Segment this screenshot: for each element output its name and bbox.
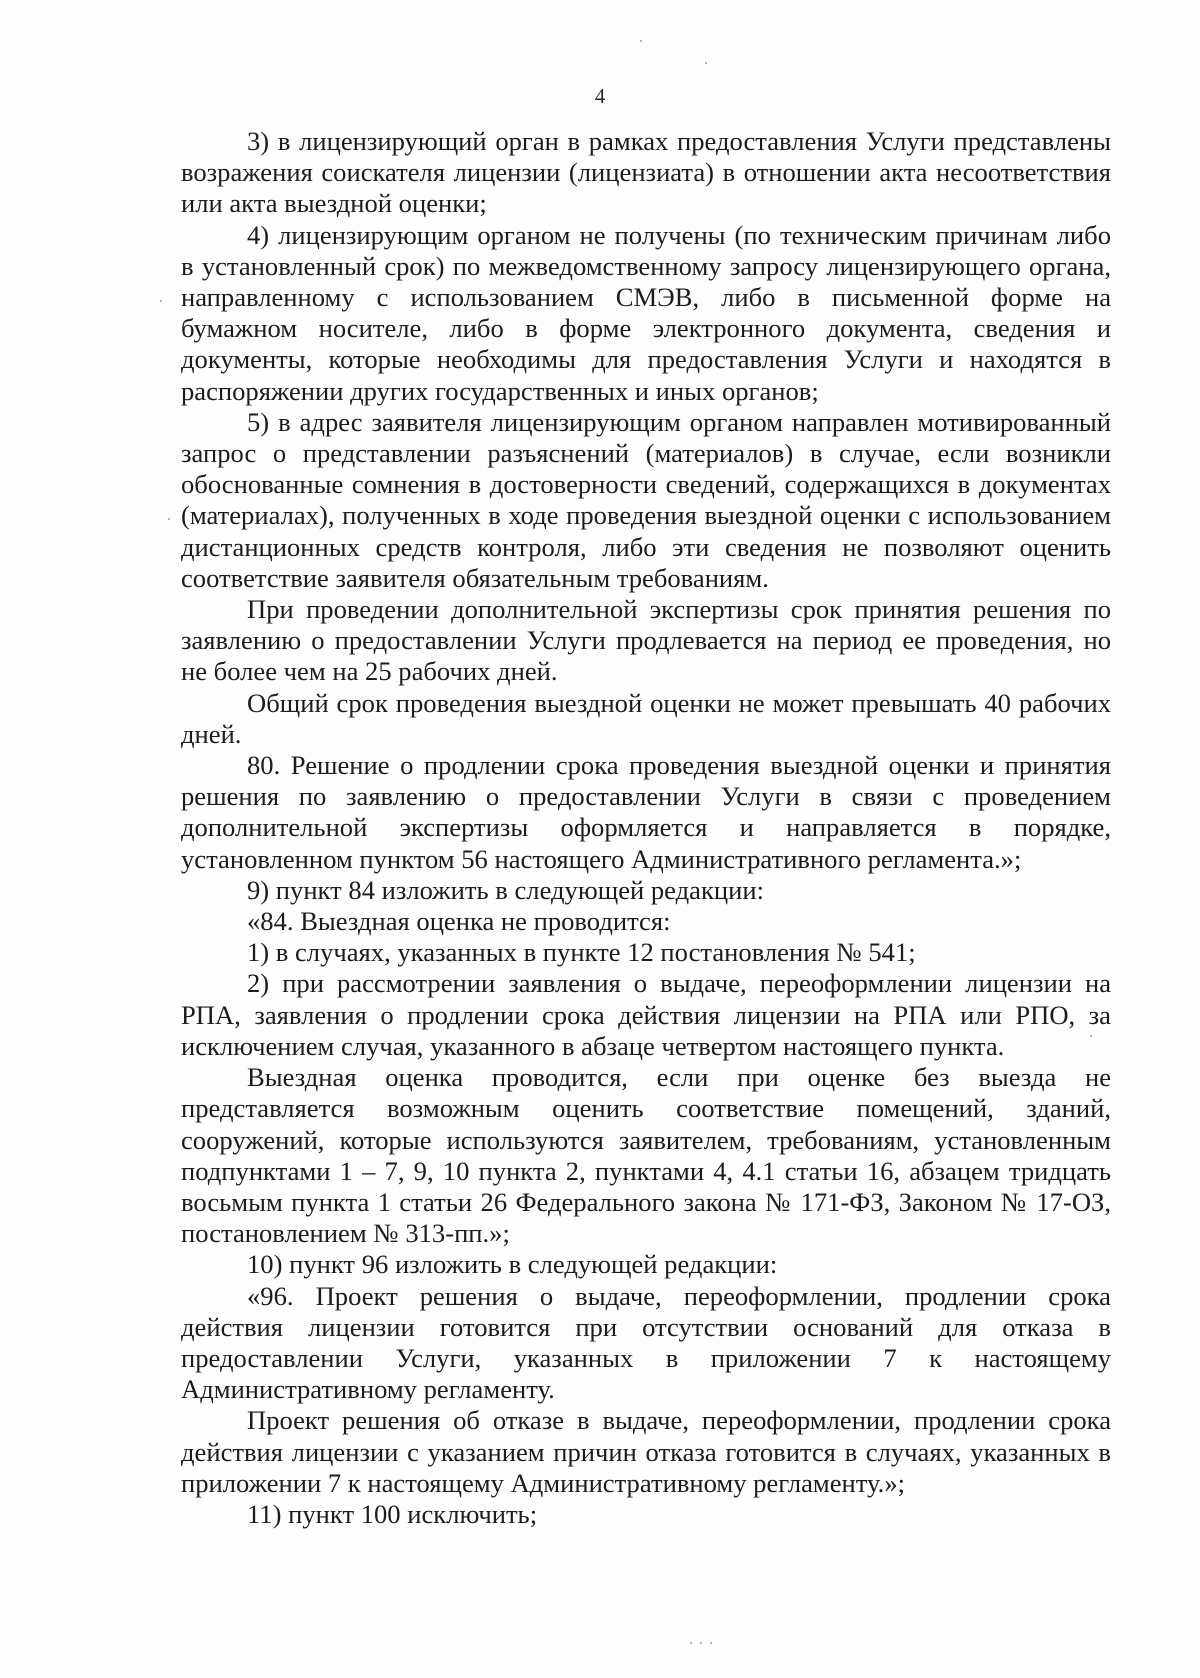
paragraph-clause-84-item-1: 1) в случаях, указанных в пункте 12 постановления № 541; [247,937,916,968]
paragraph-clause-84-heading: «84. Выездная оценка не проводится: [247,906,671,937]
paragraph-item-3-objections: 3) в лицензирующий орган в рамках предоставления Услуги представлены возражения соискателя лицензии (лицензиата) в отношении акта несоответствия или акта выездной оценки; [181,126,1111,219]
paragraph-clause-96-refusal: Проект решения об отказе в выдаче, переоформлении, продлении срока действия лицензии с указанием причин отказа готовится в случаях, указанных в приложении 7 к настоящему Административному регламенту.»; [181,1405,1111,1498]
scan-speck [705,62,707,64]
paragraph-total-term: Общий срок проведения выездной оценки не может превышать 40 рабочих дней. [181,687,1111,749]
page-number: 4 [594,84,606,108]
paragraph-exclude-clause-100: 11) пункт 100 исключить; [247,1498,538,1529]
paragraph-additional-expertise-term: При проведении дополнительной экспертизы срок принятия решения по заявлению о предоставлении Услуги продлевается на период ее проведения, но не более чем на 25 рабочих дней. [181,594,1111,687]
paragraph-clause-84-field-assessment: Выездная оценка проводится, если при оценке без выезда не представляется возможным оценить соответствие помещений, зданий, сооружений, которые используются заявителем, требованиям, установленным подпунктами 1 – 7, 9, 10 пункта 2, пунктами 4, 4.1 статьи 16, абзацем тридцать восьмым пункта 1 статьи 26 Федерального закона № 171-ФЗ, Законом № 17-ОЗ, постановлением № 313-пп.»; [181,1062,1111,1249]
paragraph-amend-clause-96: 10) пункт 96 изложить в следующей редакции: [247,1249,778,1280]
paragraph-clause-96-approval: «96. Проект решения о выдаче, переоформлении, продлении срока действия лицензии готовится при отсутствии оснований для отказа в предоставлении Услуги, указанных в приложении 7 к настоящему Административному регламенту. [181,1280,1111,1405]
scan-speck [710,1642,712,1644]
scan-speck [160,300,162,302]
paragraph-clause-80: 80. Решение о продлении срока проведения выездной оценки и принятия решения по заявлению о предоставлении Услуги в связи с проведением дополнительной экспертизы оформляется и направляется в порядке, установленном пунктом 56 настоящего Административного регламента.»; [181,750,1111,874]
scan-speck [168,518,170,520]
scan-speck [700,1642,702,1644]
scan-speck [1090,1035,1092,1037]
paragraph-item-5-clarification-request: 5) в адрес заявителя лицензирующим органом направлен мотивированный запрос о представлении разъяснений (материалов) в случае, если возникли обоснованные сомнения в достоверности сведений, содержащихся в документах (материалах), полученных в ходе проведения выездной оценки с использованием дистанционных средств контроля, либо эти сведения не позволяют оценить соответствие заявителя обязательным требованиям. [181,406,1111,593]
scan-speck [690,1642,692,1644]
document-body [181,126,1111,1530]
paragraph-item-4-interagency-request: 4) лицензирующим органом не получены (по техническим причинам либо в установленный срок) по межведомственному запросу лицензирующего органа, направленному с использованием СМЭВ, либо в письменной форме на бумажном носителе, либо в форме электронного документа, сведения и документы, которые необходимы для предоставления Услуги и находятся в распоряжении других государственных и иных органов; [181,219,1111,406]
paragraph-clause-84-item-2: 2) при рассмотрении заявления о выдаче, переоформлении лицензии на РПА, заявления о продлении срока действия лицензии на РПА или РПО, за исключением случая, указанного в абзаце четвертом настоящего пункта. [181,968,1111,1061]
paragraph-amend-clause-84: 9) пункт 84 изложить в следующей редакции: [247,874,764,905]
scan-speck [640,40,642,42]
